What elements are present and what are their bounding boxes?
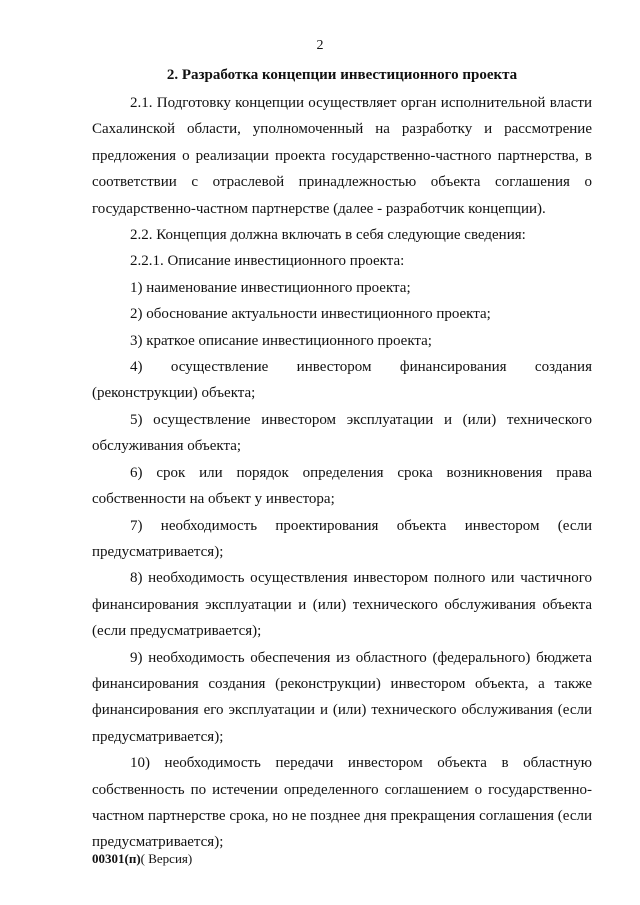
list-item-1: 1) наименование инвестиционного проекта; xyxy=(130,279,411,296)
list-item-10: 10) необходимость передачи инвестором объекта в областную собственность по истечении определенного соглашением о государственно-частном партнерстве срока, но не позднее дня прекращения соглашения (если предусматривается); xyxy=(92,755,592,851)
list-item-4: 4) осуществление инвестором финансирования создания (реконструкции) объекта; xyxy=(92,359,592,402)
paragraph-2-2: 2.2. Концепция должна включать в себя следующие сведения: xyxy=(130,227,526,244)
section-heading: 2. Разработка концепции инвестиционного проекта xyxy=(166,67,518,83)
document-version: ( Версия) xyxy=(140,851,193,866)
list-item-3: 3) краткое описание инвестиционного проекта; xyxy=(130,332,432,349)
list-item-5: 5) осуществление инвестором эксплуатации и (или) технического обслуживания объекта; xyxy=(92,411,592,455)
list-item-8: 8) необходимость осуществления инвестором полного или частичного финансирования эксплуатации и (или) технического обслуживания объекта (если предусматривается); xyxy=(92,570,592,640)
paragraph-2-1: 2.1. Подготовку концепции осуществляет орган исполнительной власти Сахалинской области, уполномоченный на разработку и рассмотрение предложения о реализации проекта государственно-частного партнерства, в соответствии с отраслевой принадлежностью объекта соглашения о государственно-частном партнерстве (далее - разработчик концепции). xyxy=(92,95,592,217)
list-item-9: 9) необходимость обеспечения из областного (федерального) бюджета финансирования создания (реконструкции) инвестором объекта, а также финансирования его эксплуатации и (или) технического обслуживания (если предусматривается); xyxy=(92,649,592,745)
document-code: 00301(п) xyxy=(92,851,141,866)
list-item-2: 2) обоснование актуальности инвестиционного проекта; xyxy=(130,306,491,323)
list-item-7: 7) необходимость проектирования объекта инвестором (если предусматривается); xyxy=(92,517,592,560)
paragraph-2-2-1: 2.2.1. Описание инвестиционного проекта: xyxy=(130,253,405,270)
page-number: 2 xyxy=(316,38,324,53)
list-item-6: 6) срок или порядок определения срока возникновения права собственности на объект у инвестора; xyxy=(92,464,592,508)
document-body xyxy=(92,90,592,856)
document-footer xyxy=(92,851,192,867)
